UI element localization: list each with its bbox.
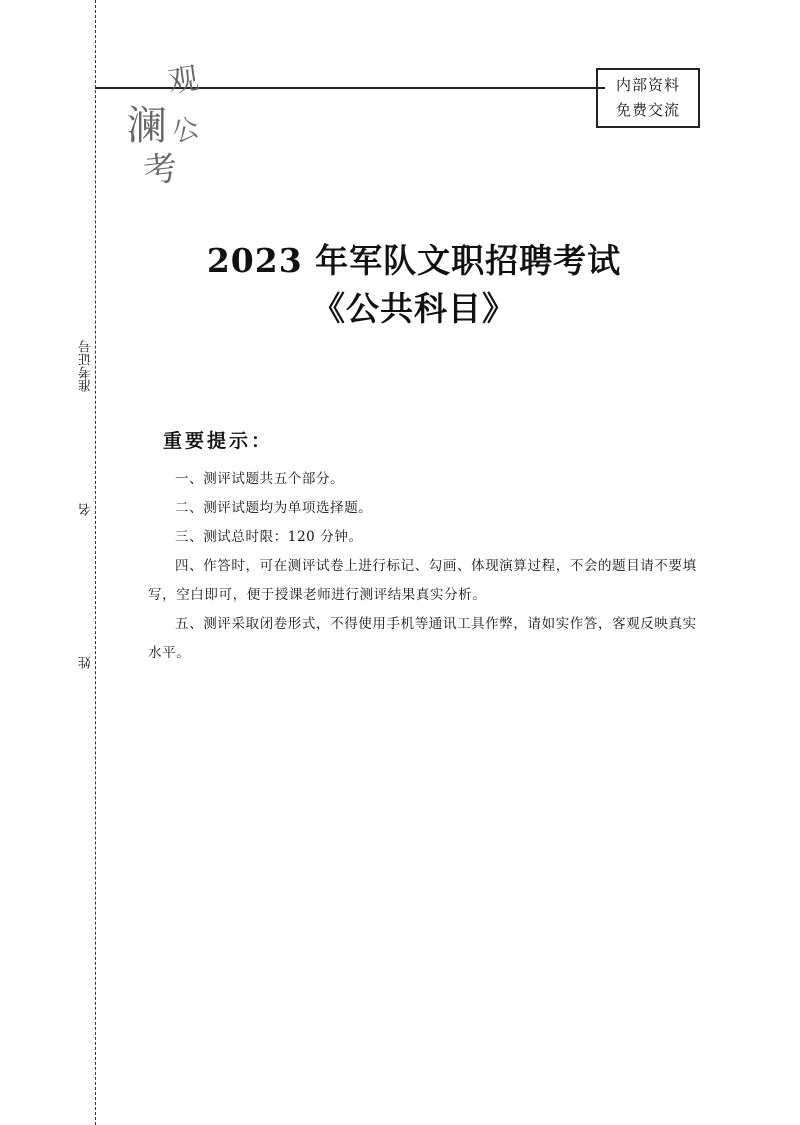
page-title: 2023 年军队文职招聘考试 bbox=[206, 241, 622, 280]
notice-item: 一、测评试题共五个部分。 bbox=[175, 471, 345, 487]
notice-list bbox=[148, 465, 708, 668]
notice-heading: 重要提示： bbox=[163, 430, 274, 452]
binding-dashed-line bbox=[95, 0, 96, 1125]
notice-item: 四、作答时，可在测评试卷上进行标记、勾画、体现演算过程，不会的题目请不要填写，空白即可，便于授课老师进行测评结果真实分析。 bbox=[148, 558, 697, 603]
internal-material-stamp bbox=[596, 68, 700, 128]
logo-char-lan: 澜 bbox=[127, 103, 167, 149]
stamp-line-1: 内部资料 bbox=[615, 76, 680, 94]
notice-item: 二、测评试题均为单项选择题。 bbox=[175, 500, 373, 516]
exam-id-label: 准考证号 bbox=[79, 340, 94, 392]
name-label-ming: 名 bbox=[79, 503, 94, 516]
guanlan-logo bbox=[125, 50, 220, 192]
notice-item: 三、测试总时限：120 分钟。 bbox=[175, 529, 363, 545]
name-label-xing: 姓 bbox=[79, 656, 94, 669]
logo-char-kao: 考 bbox=[141, 148, 180, 192]
logo-char-guan: 观 bbox=[166, 61, 201, 100]
logo-char-gong: 公 bbox=[168, 112, 203, 150]
page-subtitle: 《公共科目》 bbox=[312, 289, 516, 328]
stamp-line-2: 免费交流 bbox=[615, 101, 680, 119]
notice-item: 五、测评采取闭卷形式，不得使用手机等通讯工具作弊，请如实作答，客观反映真实水平。 bbox=[148, 616, 697, 661]
